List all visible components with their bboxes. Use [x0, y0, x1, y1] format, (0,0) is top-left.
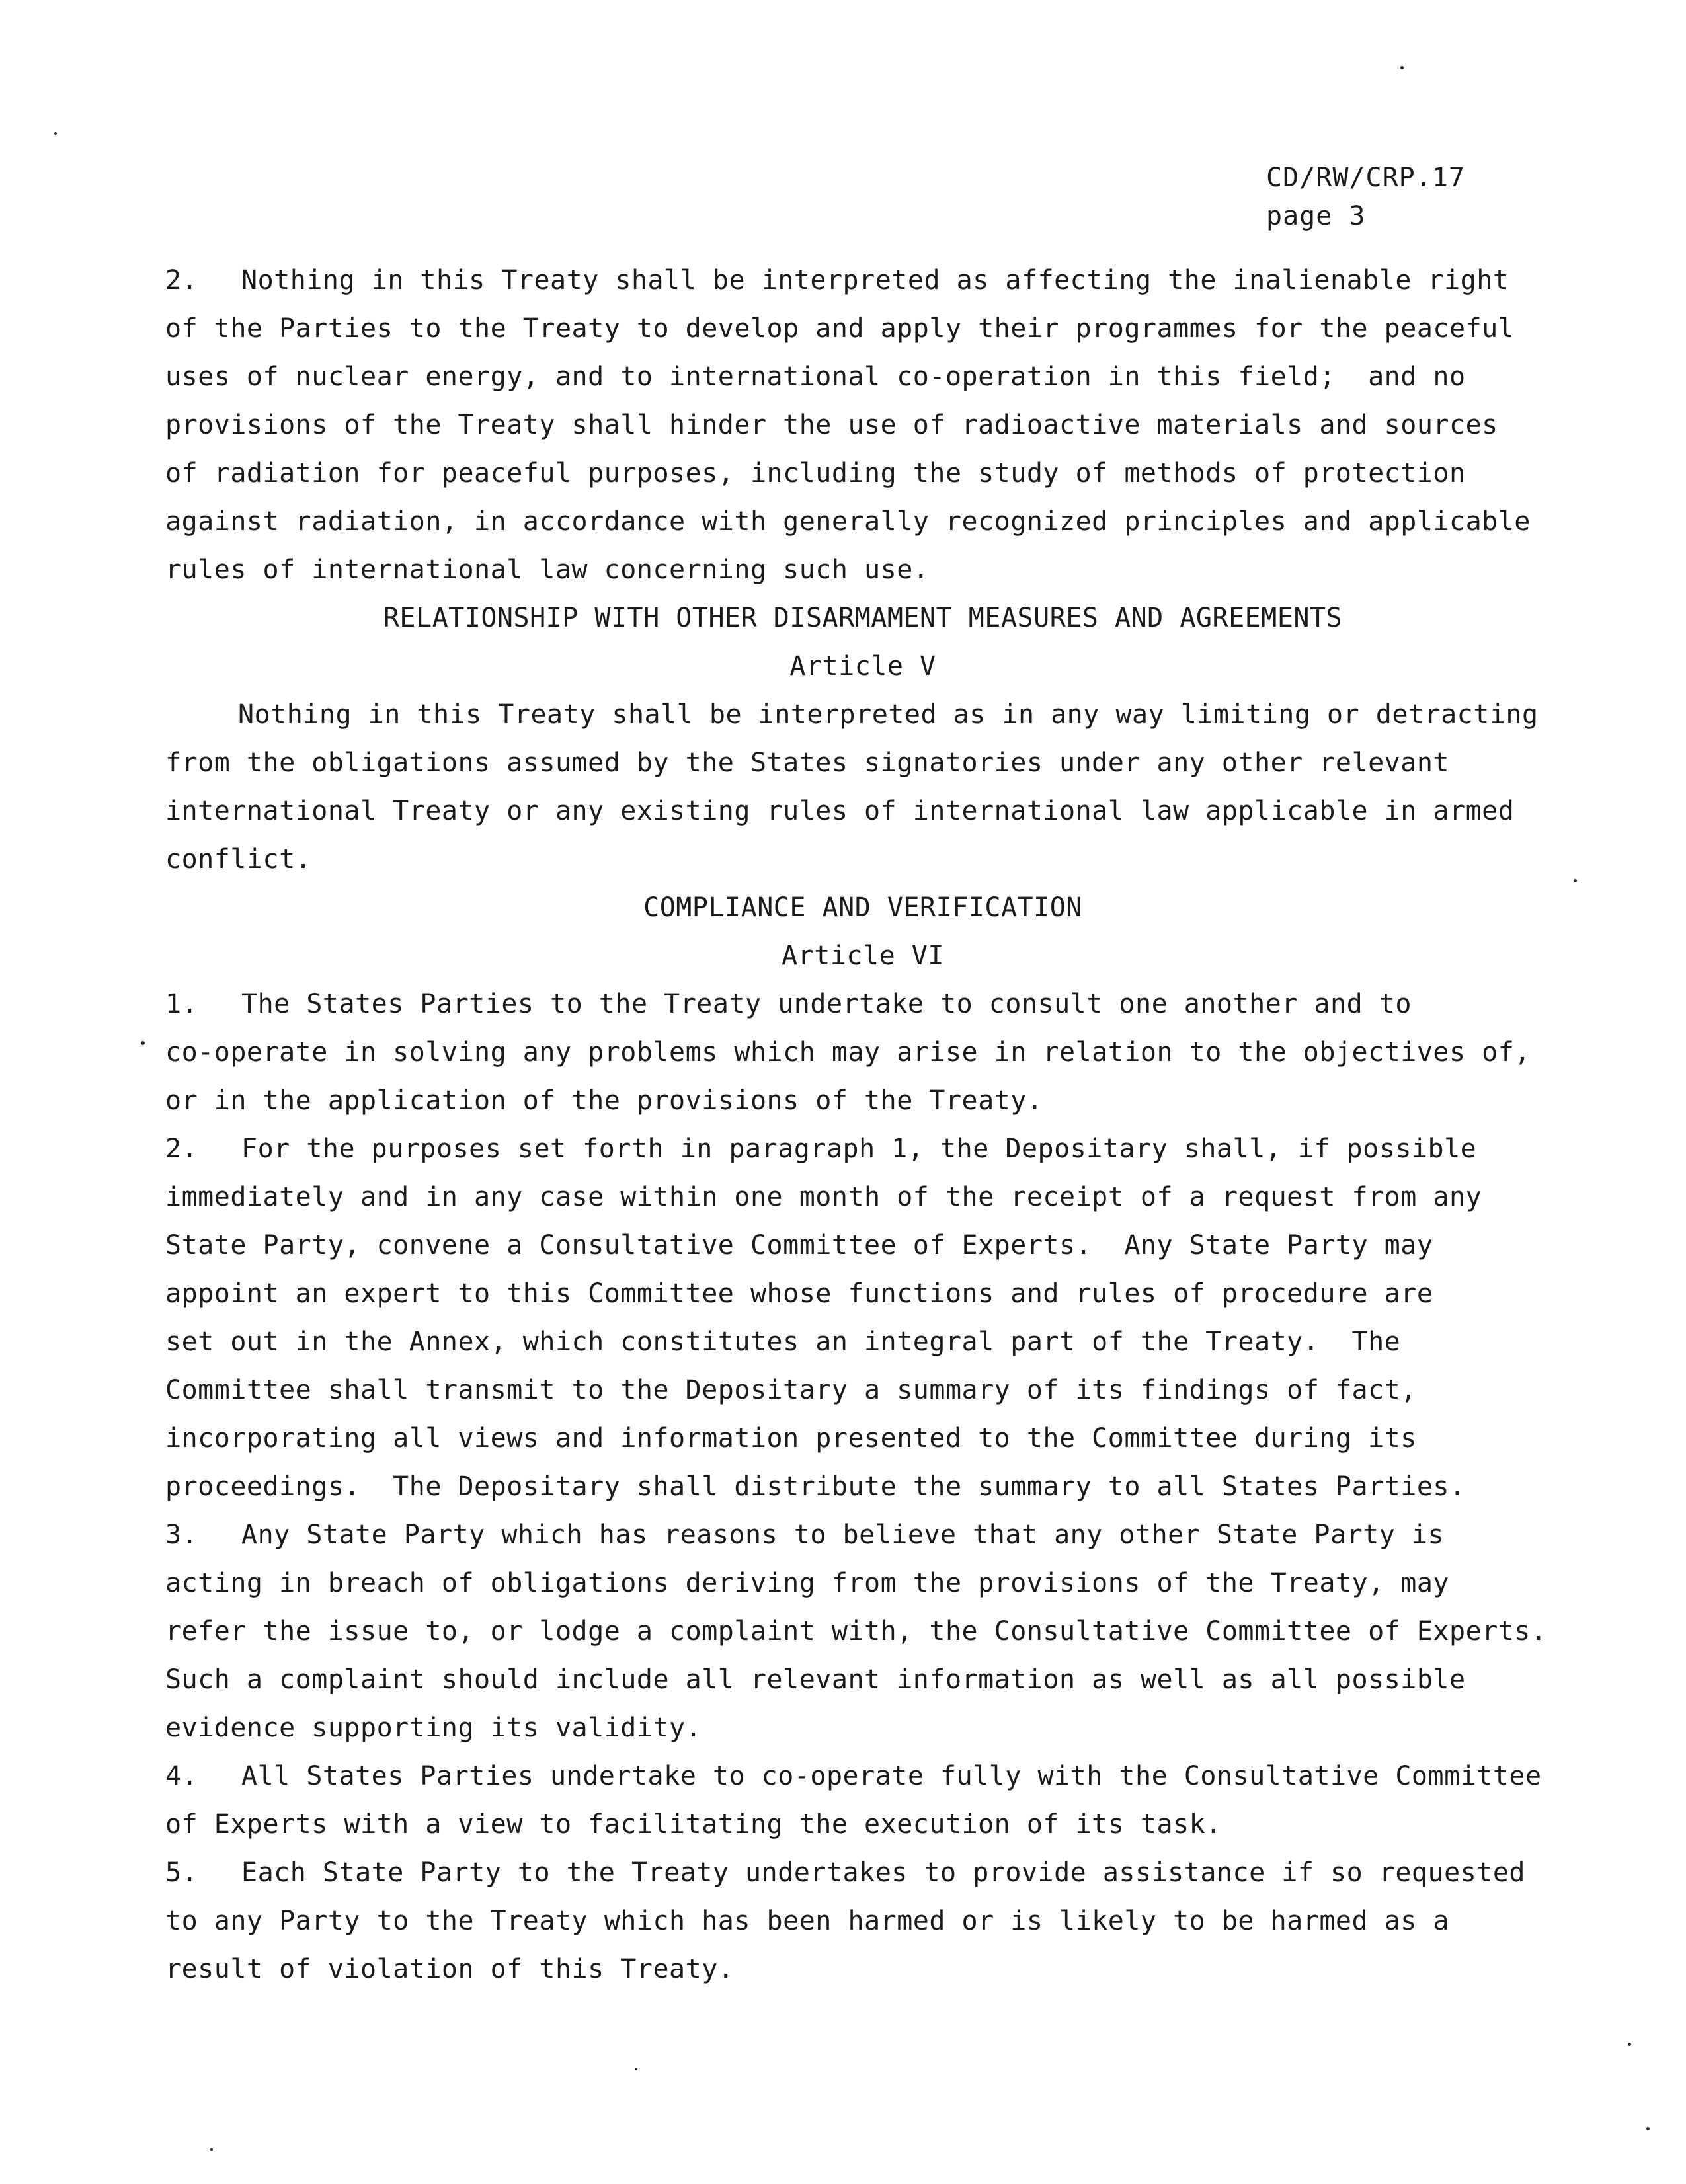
document-header [1266, 159, 1465, 235]
scan-speck [210, 2148, 213, 2151]
section-heading-compliance: COMPLIANCE AND VERIFICATION [643, 892, 1082, 923]
scan-speck [635, 2068, 637, 2070]
scan-speck [141, 1041, 145, 1045]
paragraph-line: of the Parties to the Treaty to develop and apply their programmes for the peaceful [165, 313, 1515, 344]
article6-paragraph-3 [165, 1511, 1560, 1752]
article6-paragraph-5 [165, 1849, 1560, 1994]
paragraph-line: Committee shall transmit to the Depositary a summary of its findings of fact, [165, 1375, 1417, 1405]
paragraph-number: 2. [165, 265, 198, 295]
paragraph-line: Each State Party to the Treaty undertakes to provide assistance if so requested [241, 1857, 1525, 1888]
paragraph-line: Any State Party which has reasons to believe that any other State Party is [241, 1520, 1445, 1550]
article5-paragraph [165, 691, 1560, 884]
paragraph-line: acting in breach of obligations deriving from the provisions of the Treaty, may [165, 1568, 1449, 1598]
paragraph-line: immediately and in any case within one month of the receipt of a request from any [165, 1182, 1482, 1212]
article6-paragraph-2 [165, 1125, 1560, 1511]
paragraph-number: 3. [165, 1520, 198, 1550]
scan-speck [1646, 2127, 1650, 2130]
page-number: page 3 [1266, 201, 1366, 231]
document-reference: CD/RW/CRP.17 [1266, 163, 1465, 193]
paragraph-line: set out in the Annex, which constitutes an integral part of the Treaty. The [165, 1327, 1401, 1357]
paragraph-line: of radiation for peaceful purposes, including the study of methods of protection [165, 458, 1466, 488]
paragraph-line: against radiation, in accordance with generally recognized principles and applicable [165, 506, 1531, 537]
article4-paragraph-2 [165, 256, 1560, 594]
paragraph-line: conflict. [165, 844, 312, 875]
paragraph-line: co-operate in solving any problems which may arise in relation to the objectives of, [165, 1037, 1531, 1068]
paragraph-line: For the purposes set forth in paragraph 1, the Depositary shall, if possible [241, 1134, 1477, 1164]
section-heading-relationship: RELATIONSHIP WITH OTHER DISARMAMENT MEASURES AND AGREEMENTS [383, 603, 1343, 633]
paragraph-line: international Treaty or any existing rules of international law applicable in armed [165, 796, 1515, 826]
article-title-vi: Article VI [782, 941, 944, 971]
paragraph-number: 4. [165, 1761, 198, 1791]
paragraph-number: 5. [165, 1857, 198, 1888]
paragraph-line: Nothing in this Treaty shall be interpreted as in any way limiting or detracting [238, 699, 1539, 730]
paragraph-line: Nothing in this Treaty shall be interpreted as affecting the inalienable right [241, 265, 1509, 295]
paragraph-line: to any Party to the Treaty which has been harmed or is likely to be harmed as a [165, 1906, 1449, 1936]
paragraph-line: appoint an expert to this Committee whose functions and rules of procedure are [165, 1278, 1433, 1309]
paragraph-line: proceedings. The Depositary shall distribute the summary to all States Parties. [165, 1471, 1466, 1502]
paragraph-line: Such a complaint should include all relevant information as well as all possible [165, 1664, 1466, 1695]
paragraph-line: of Experts with a view to facilitating the execution of its task. [165, 1809, 1222, 1840]
paragraph-line: The States Parties to the Treaty undertake to consult one another and to [241, 989, 1412, 1019]
paragraph-line: refer the issue to, or lodge a complaint with, the Consultative Committee of Experts. [165, 1616, 1547, 1647]
paragraph-number: 1. [165, 989, 198, 1019]
paragraph-line: result of violation of this Treaty. [165, 1954, 735, 1984]
scan-speck [1628, 2043, 1631, 2046]
paragraph-line: State Party, convene a Consultative Committee of Experts. Any State Party may [165, 1230, 1433, 1261]
article-title-v: Article V [789, 651, 936, 682]
scan-speck [1574, 879, 1577, 882]
scan-speck [54, 132, 57, 135]
paragraph-line: rules of international law concerning such use. [165, 555, 930, 585]
paragraph-line: from the obligations assumed by the States signatories under any other relevant [165, 748, 1449, 778]
paragraph-line: provisions of the Treaty shall hinder the use of radioactive materials and sources [165, 410, 1498, 440]
article6-paragraph-4 [165, 1752, 1560, 1849]
paragraph-line: All States Parties undertake to co-operate fully with the Consultative Committee [241, 1761, 1542, 1791]
scan-speck [1400, 66, 1404, 69]
article6-paragraph-1 [165, 980, 1560, 1125]
document-body [165, 256, 1560, 1994]
paragraph-line: or in the application of the provisions of the Treaty. [165, 1085, 1043, 1116]
paragraph-number: 2. [165, 1134, 198, 1164]
paragraph-line: uses of nuclear energy, and to international co-operation in this field; and no [165, 362, 1466, 392]
paragraph-line: incorporating all views and information presented to the Committee during its [165, 1423, 1417, 1454]
paragraph-line: evidence supporting its validity. [165, 1713, 702, 1743]
